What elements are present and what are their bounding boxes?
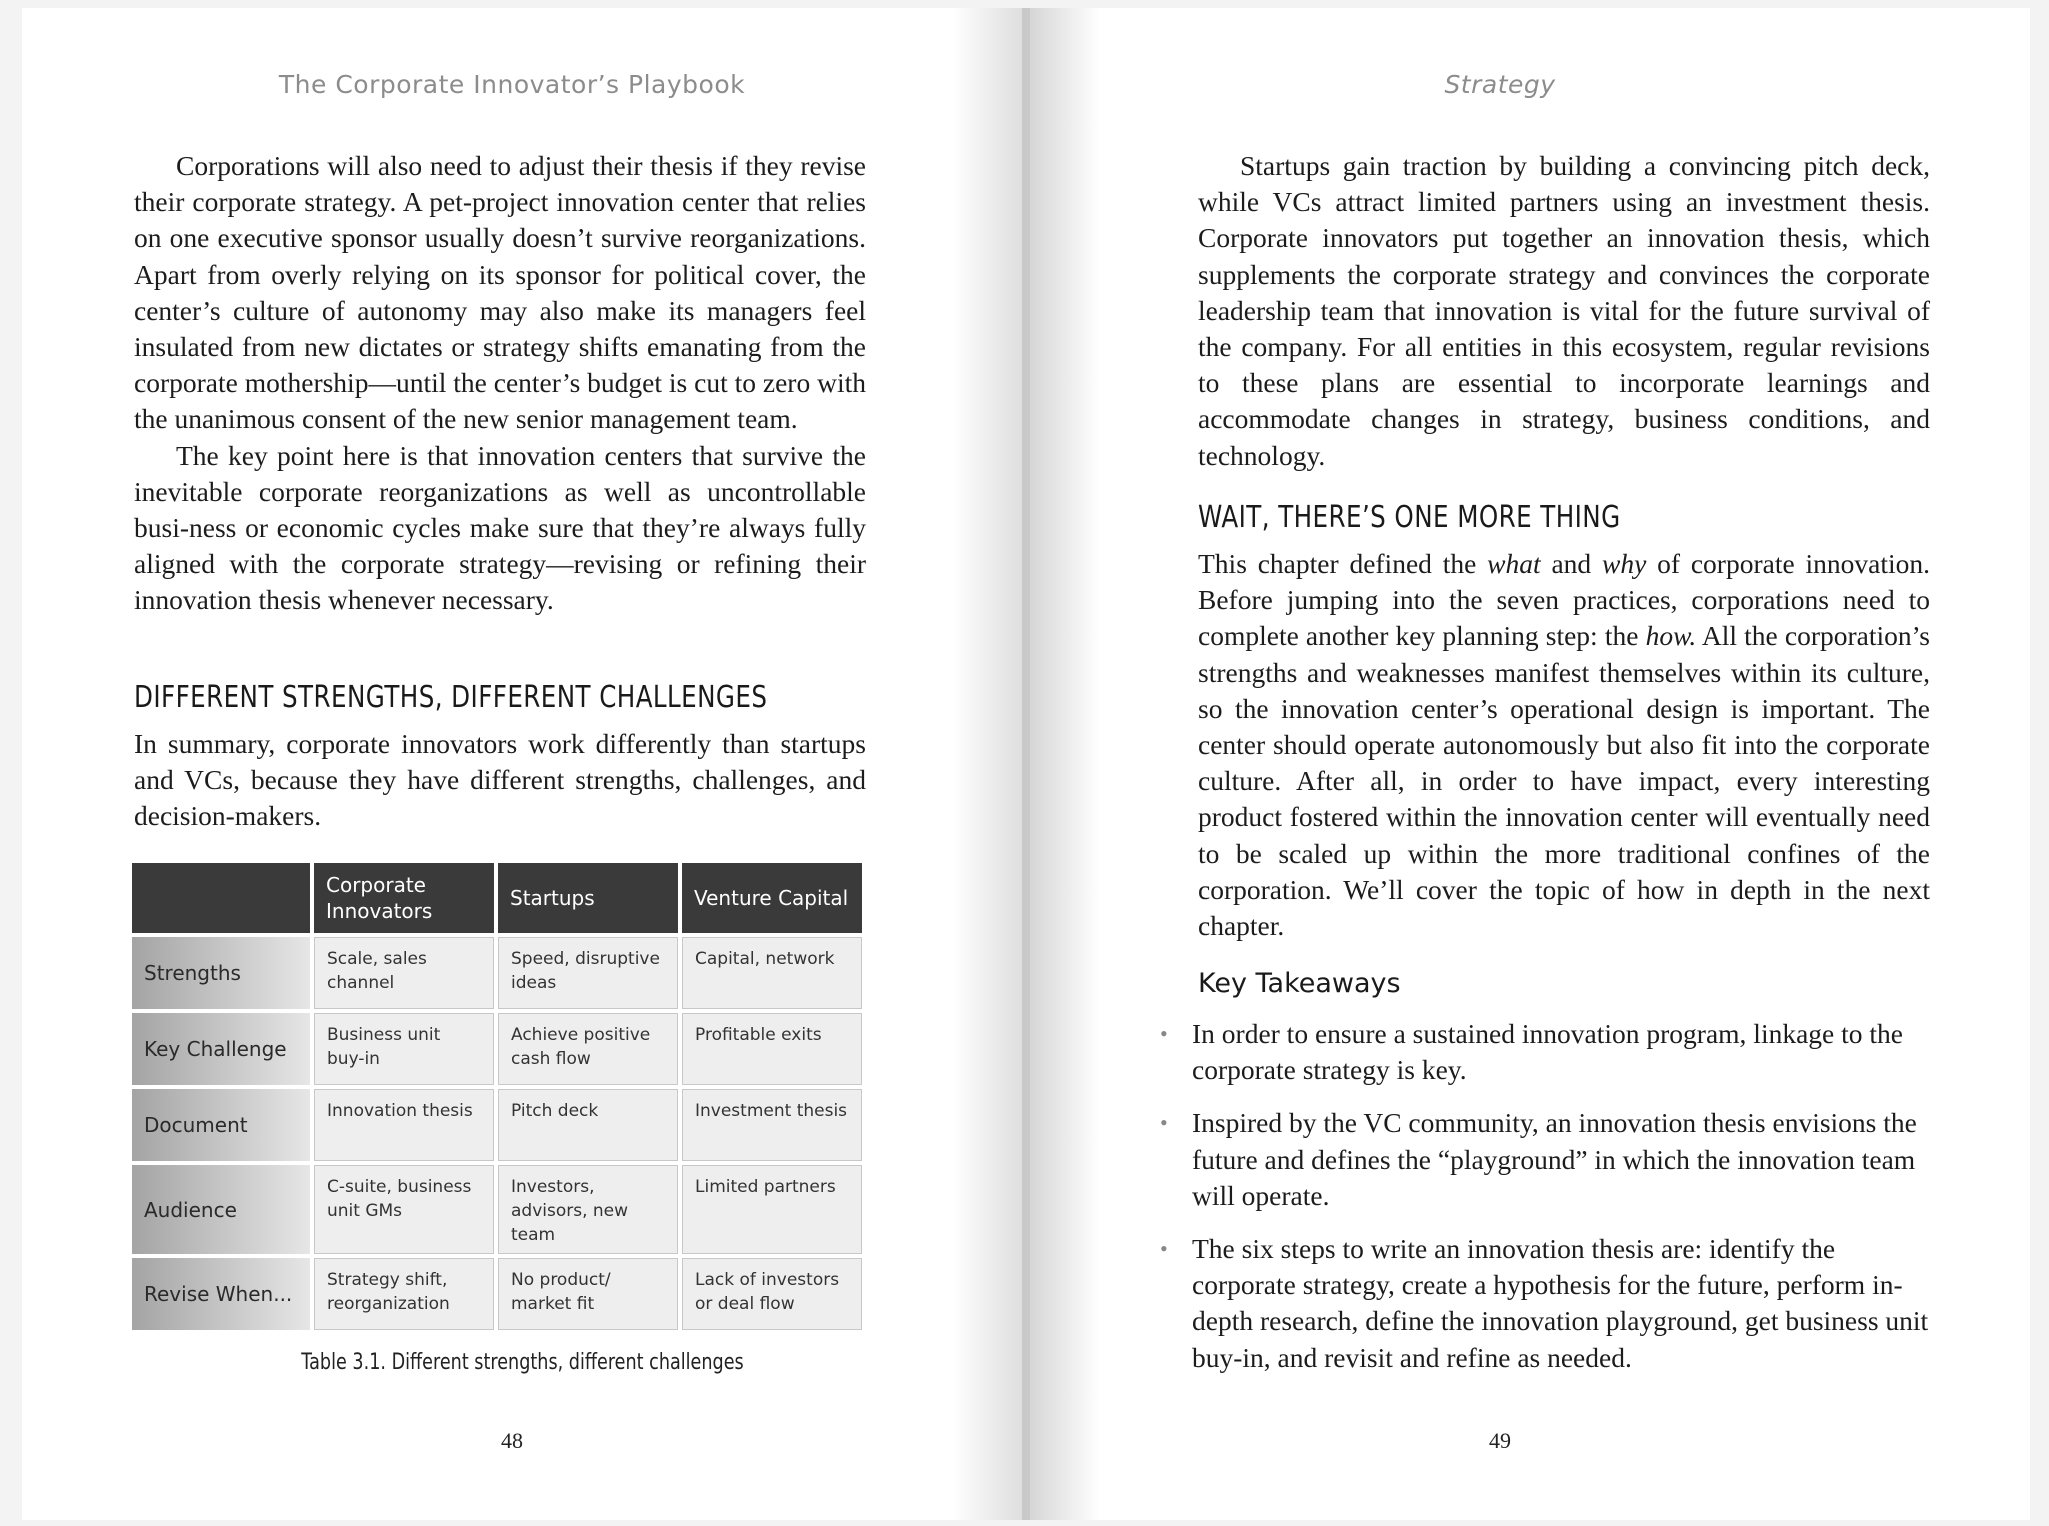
page-fold-shadow	[1030, 8, 1100, 1520]
table-cell: Innovation thesis	[314, 1089, 494, 1161]
table-cell: Scale, sales channel	[314, 937, 494, 1009]
table-row	[132, 1013, 862, 1085]
table-cell: Pitch deck	[498, 1089, 678, 1161]
table-cell: No product/ market fit	[498, 1258, 678, 1330]
bullet-icon: •	[1160, 1236, 1168, 1262]
table-cell: C-suite, business unit GMs	[314, 1165, 494, 1254]
table-cell: Strategy shift, reorganization	[314, 1258, 494, 1330]
emphasis: how.	[1645, 620, 1697, 652]
table-cell: Profitable exits	[682, 1013, 862, 1085]
takeaways-list	[1160, 1016, 1932, 1393]
left-page	[22, 8, 1022, 1520]
emphasis: why	[1601, 548, 1647, 579]
bullet-icon: •	[1160, 1021, 1168, 1046]
page-number-left: 48	[501, 1428, 523, 1453]
book-gutter	[1022, 8, 1030, 1520]
text-run: and	[1540, 548, 1602, 579]
table-cell: Speed, disruptive ideas	[498, 937, 678, 1009]
table-row-label: Key Challenge	[132, 1013, 310, 1085]
table-cell: Business unit buy-in	[314, 1013, 494, 1085]
left-body-2	[134, 726, 866, 835]
table-row-label: Document	[132, 1089, 310, 1161]
page-fold-shadow	[952, 8, 1022, 1520]
page-number-right: 49	[1489, 1428, 1511, 1453]
running-head-left: The Corporate Innovator’s Playbook	[278, 70, 746, 99]
table-row	[132, 1258, 862, 1330]
emphasis: what	[1487, 548, 1541, 579]
table-caption	[22, 1350, 1022, 1375]
section-heading-left: DIFFERENT STRENGTHS, DIFFERENT CHALLENGES	[134, 680, 768, 715]
list-item	[1160, 1105, 1932, 1214]
table-row	[132, 937, 862, 1009]
comparison-table	[128, 859, 866, 1334]
table-cell: Achieve positive cash flow	[498, 1013, 678, 1085]
table-header-blank	[132, 863, 310, 933]
takeaway-text: Inspired by the VC community, an innovation thesis envisions the future and defines the “playground” in which the innovation team will operate.	[1192, 1107, 1917, 1211]
table-caption-text: Table 3.1. Different strengths, different challenges	[300, 1350, 744, 1375]
table-row-label: Audience	[132, 1165, 310, 1254]
table-cell: Limited partners	[682, 1165, 862, 1254]
right-paragraph-2	[1198, 546, 1930, 944]
left-paragraph-1: Corporations will also need to adjust their thesis if they revise their corporate strategy. A pet-project innovation center that relies on one executive sponsor usually doesn’t survive reorganizations. Apart from overly relying on its sponsor for political cover, the center’s culture of autonomy may also make its managers feel insulated from new dictates or strategy shifts emanating from the corporate mothership—until the center’s budget is cut to zero with the unanimous consent of the new senior management team.	[134, 150, 866, 435]
left-paragraph-2: The key point here is that innovation centers that survive the inevitable corporate reorganizations as well as uncontrollable busi-ness or economic cycles make sure that they’re always fully aligned with the corporate strategy—revising or refining their innovation thesis whenever necessary.	[134, 439, 866, 616]
right-paragraph-1: Startups gain traction by building a convincing pitch deck, while VCs attract limited partners using an investment thesis. Corporate innovators put together an innovation thesis, which supplements the corporate strategy and convinces the corporate leadership team that innovation is vital for the future survival of the company. For all entities in this ecosystem, regular revisions to these plans are essential to incorporate learnings and accommodate changes in strategy, business conditions, and technology.	[1198, 150, 1930, 471]
table-row-label: Revise When...	[132, 1258, 310, 1330]
text-run: All the corporation’s strengths and weaknesses manifest themselves within its culture, so the innovation center’s operational design is important. The center should operate autonomously but also fit into the corporate culture. After all, in order to have impact, every interesting product fostered within the innovation center will eventually need to be scaled up within the more traditional confines of the corporation. We’ll cover the topic of how in depth in the next chapter.	[1198, 620, 1930, 942]
table-cell: Investors, advisors, new team	[498, 1165, 678, 1254]
table-cell: Lack of investors or deal flow	[682, 1258, 862, 1330]
right-body-2	[1198, 546, 1930, 944]
key-takeaways-heading: Key Takeaways	[1198, 968, 1401, 999]
table-cell: Investment thesis	[682, 1089, 862, 1161]
table-row-label: Strengths	[132, 937, 310, 1009]
text-run: This chapter defined the	[1198, 548, 1488, 579]
table-row	[132, 1089, 862, 1161]
text-run: of corporate innovation. Before jumping into the seven practices, corporations need to complete another key planning step: the	[1198, 548, 1930, 652]
takeaway-text: The six steps to write an innovation thesis are: identify the corporate strategy, create a hypothesis for the future, perform in-depth research, define the innovation playground, get business unit buy-in, and revisit and refine as needed.	[1192, 1233, 1929, 1373]
table-header: Startups	[498, 863, 678, 933]
list-item	[1160, 1016, 1932, 1088]
section-heading-right: WAIT, THERE’S ONE MORE THING	[1198, 500, 1621, 535]
list-item	[1160, 1231, 1932, 1376]
table-header-row	[132, 863, 862, 933]
left-body	[134, 148, 866, 619]
right-body	[1198, 148, 1930, 474]
running-head-right: Strategy	[1444, 70, 1556, 99]
table-row	[132, 1165, 862, 1254]
table-header: Corporate Innovators	[314, 863, 494, 933]
table-header: Venture Capital	[682, 863, 862, 933]
table-cell: Capital, network	[682, 937, 862, 1009]
bullet-icon: •	[1160, 1110, 1168, 1136]
left-paragraph-3: In summary, corporate innovators work differently than startups and VCs, because they have different strengths, challenges, and decision-makers.	[134, 728, 866, 832]
takeaway-text: In order to ensure a sustained innovation program, linkage to the corporate strategy is key.	[1192, 1018, 1903, 1086]
